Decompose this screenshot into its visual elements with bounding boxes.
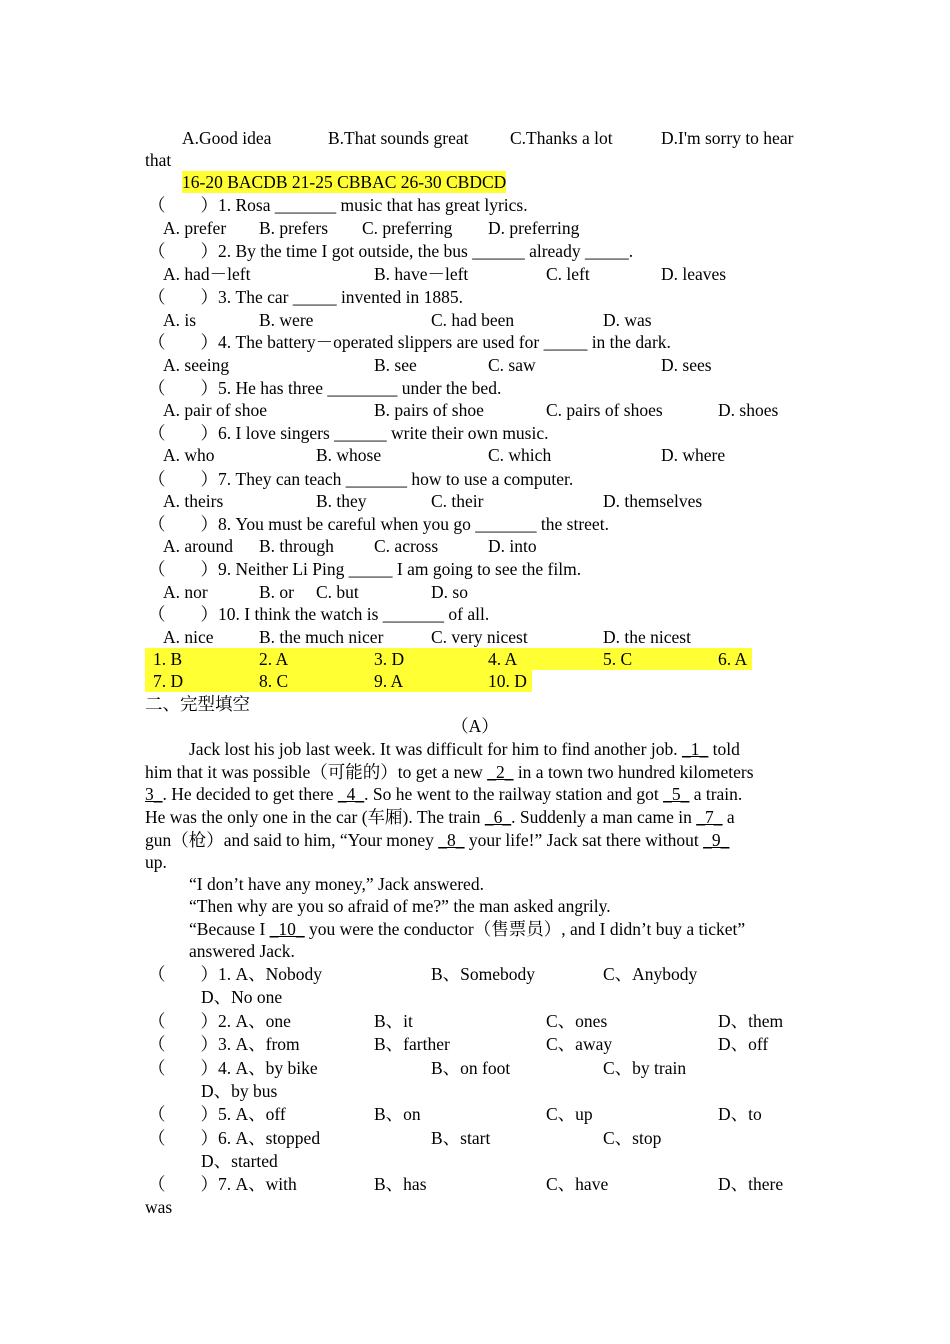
prev-option-a: A.Good idea [182,128,272,148]
passage-line: “Because I _10_ you were the conductor（售票员）, and I didn’t buy a ticket” [189,919,746,939]
option: C. across [374,536,439,556]
option: B. they [316,491,367,511]
answer: 7. D [153,671,184,691]
cloze-option: C、have [546,1174,609,1194]
option: B. the much nicer [259,627,384,647]
cloze-option: D、No one [201,987,283,1007]
option: C. which [488,445,552,465]
answer: 6. A [718,649,748,669]
question-stem: （ ）8. You must be careful when you go _______ the street. [148,514,609,534]
option: A. around [163,536,233,556]
cloze-stem: （ ）3. A、from [148,1034,300,1054]
answer: 1. B [153,649,183,669]
cloze-option: B、it [374,1011,413,1031]
passage-line: He was the only one in the car (车厢). The train _6_. Suddenly a man came in _7_ a [145,807,735,827]
prev-answer-key: 16-20 BACDB 21-25 CBBAC 26-30 CBDCD [182,172,507,192]
blank: _1_ [682,739,709,759]
cloze-option: D、to [718,1104,762,1124]
cloze-option: C、stop [603,1128,662,1148]
cloze-option: D、there [718,1174,784,1194]
question-stem: （ ）2. By the time I got outside, the bus ______ already _____. [148,241,634,261]
option: A. pair of shoe [163,400,268,420]
option: A. theirs [163,491,224,511]
passage-line: gun（枪）and said to him, “Your money _8_ your life!” Jack sat there without _9_ [145,830,730,850]
answer-key-highlight [145,648,752,670]
passage-line: up. [145,852,167,872]
cloze-option: C、ones [546,1011,608,1031]
cloze-stem: （ ）5. A、off [148,1104,286,1124]
option: B. through [259,536,334,556]
option: D. preferring [488,218,580,238]
option: D. shoes [718,400,779,420]
cloze-option: D、them [718,1011,784,1031]
option: D. where [661,445,726,465]
option: B. have－left [374,264,469,284]
cloze-option: D、by bus [201,1081,278,1101]
answer: 8. C [259,671,289,691]
option: A. prefer [163,218,227,238]
prev-option-d: D.I'm sorry to hear [661,128,794,148]
cloze-option: D、started [201,1151,278,1171]
cloze-option: C、by train [603,1058,687,1078]
option: C. very nicest [431,627,528,647]
option: C. but [316,582,359,602]
cloze-option: B、on foot [431,1058,511,1078]
passage-label: （A） [451,716,499,736]
option: A. nice [163,627,214,647]
option: C. their [431,491,484,511]
answer: 4. A [488,649,518,669]
passage-line: 3_. He decided to get there _4_. So he went to the railway station and got _5_ a train. [145,784,743,804]
cloze-stem: （ ）1. A、Nobody [148,964,323,984]
blank: _7_ [696,807,723,827]
option: D. leaves [661,264,727,284]
question-stem: （ ）5. He has three ________ under the bed. [148,378,502,398]
answer-key-highlight [145,670,532,692]
passage-line: him that it was possible（可能的）to get a new _2_ in a town two hundred kilometers [145,762,754,782]
blank: _6_ [484,807,512,827]
blank: _4_ [337,784,365,804]
answer: 3. D [374,649,405,669]
passage-line: answered Jack. [189,941,295,961]
question-stem: （ ）9. Neither Li Ping _____ I am going to see the film. [148,559,582,579]
answer: 5. C [603,649,633,669]
question-stem: （ ）7. They can teach _______ how to use a computer. [148,469,574,489]
option: D. so [431,582,468,602]
option: C. saw [488,355,536,375]
cloze-option: B、farther [374,1034,450,1054]
section-title: 二、完型填空 [145,694,250,714]
option: D. themselves [603,491,703,511]
option: D. the nicest [603,627,691,647]
blank: _5_ [663,784,690,804]
cloze-stem: （ ）4. A、by bike [148,1058,318,1078]
option: A. nor [163,582,208,602]
option: D. into [488,536,537,556]
cloze-option: B、start [431,1128,491,1148]
passage-line: “Then why are you so afraid of me?” the man asked angrily. [189,896,611,916]
blank: _10_ [269,919,305,939]
cloze-option: C、Anybody [603,964,698,984]
cloze-option-wrap: was [145,1197,173,1217]
cloze-option: D、off [718,1034,769,1054]
option: A. seeing [163,355,230,375]
answer: 2. A [259,649,289,669]
option: C. left [546,264,590,284]
question-stem: （ ）4. The battery－operated slippers are used for _____ in the dark. [148,332,671,352]
option: A. is [163,310,197,330]
cloze-stem: （ ）6. A、stopped [148,1128,321,1148]
option: C. had been [431,310,515,330]
answer: 9. A [374,671,404,691]
cloze-stem: （ ）7. A、with [148,1174,297,1194]
cloze-option: B、has [374,1174,427,1194]
cloze-stem: （ ）2. A、one [148,1011,291,1031]
option: C. pairs of shoes [546,400,663,420]
cloze-option: B、Somebody [431,964,536,984]
option: B. or [259,582,294,602]
answer: 10. D [488,671,527,691]
passage-line: Jack lost his job last week. It was difficult for him to find another job. _1_ told [189,739,740,759]
option: B. see [374,355,417,375]
option: B. whose [316,445,382,465]
option: C. preferring [362,218,453,238]
blank: _8_ [438,830,465,850]
option: A. had－left [163,264,251,284]
cloze-option: B、on [374,1104,421,1124]
question-stem: （ ）10. I think the watch is _______ of all. [148,604,490,624]
passage-line: “I don’t have any money,” Jack answered. [189,874,484,894]
cloze-option: C、away [546,1034,613,1054]
option: D. was [603,310,652,330]
option: D. sees [661,355,712,375]
blank: _2_ [487,762,514,782]
prev-option-wrap: that [145,150,172,170]
option: B. prefers [259,218,329,238]
question-stem: （ ）1. Rosa _______ music that has great lyrics. [148,195,528,215]
prev-option-c: C.Thanks a lot [510,128,613,148]
blank: _9_ [703,830,730,850]
blank: 3_ [145,784,163,804]
prev-option-b: B.That sounds great [328,128,469,148]
option: B. pairs of shoe [374,400,484,420]
question-stem: （ ）3. The car _____ invented in 1885. [148,287,463,307]
cloze-option: C、up [546,1104,593,1124]
option: A. who [163,445,215,465]
question-stem: （ ）6. I love singers ______ write their own music. [148,423,549,443]
option: B. were [259,310,314,330]
